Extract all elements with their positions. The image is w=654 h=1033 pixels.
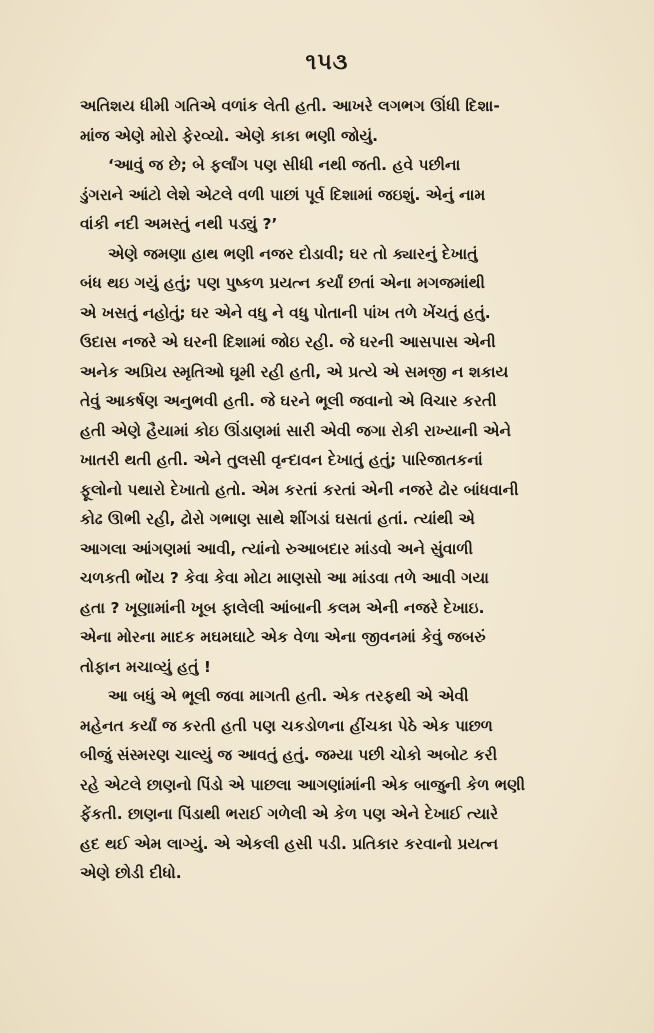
text-line: રહે એટલે છાણનો પિંડો એ પાછલા આગણાંમાંની એક બાજુની કેળ ભણી: [80, 775, 526, 794]
text-line: હતી એણે હૈયામાં કોઇ ઊંડાણમાં સારી એવી જગા રોકી રાખ્યાની એને: [80, 421, 512, 440]
text-line: એ ખસતું નહોતું; ઘર એને વધુ ને વધુ પોતાની પાંખ તળે ખેંચતું હતું.: [80, 303, 491, 322]
text-line: એણે છોડી દીધો.: [80, 864, 182, 882]
text-line: હદ થઈ એમ લાગ્યું. એ એકલી હસી પડી. પ્રતિકાર કરવાનો પ્રયત્ન: [80, 834, 499, 853]
text-line: મહેનત કર્યાં જ કરતી હતી પણ ચકડોળના હીંચકા પેઠે એક પાછળ: [80, 716, 493, 735]
text-line: એણે જમણા હાથ ભણી નજર દોડાવી; ઘર તો ક્યારનું દેખાતું: [108, 244, 478, 263]
text-line: બીજું સંસ્મરણ ચાલ્યું જ આવતું હતું. જમ્યા પછી ચોકો અબોટ કરી: [80, 746, 498, 764]
text-line: માંજ એણે મોરો ફેરવ્યો. એણે કાકા ભણી જોયું.: [80, 126, 379, 145]
page-number: ૧૫૩: [305, 50, 349, 75]
text-line: અતિશય ધીમી ગતિએ વળાંક લેતી હતી. આખરે લગભગ ઊંધી દિશા-: [80, 97, 500, 115]
text-line: ફૂલોનો પથારો દેખાતો હતો. એમ કરતાં કરતાં એની નજરે ઢોર બાંધવાની: [80, 480, 519, 499]
text-line: આ બધું એ ભૂલી જવા માગતી હતી. એક તરફથી એ એવી: [108, 687, 469, 705]
text-line: ખાતરી થતી હતી. એને તુલસી વૃન્દાવન દેખાતું હતું; પારિજાતકનાં: [80, 451, 483, 469]
paragraph: [80, 682, 610, 889]
text-line: તોફાન મચાવ્યું હતું !: [80, 657, 211, 676]
text-line: એના મોરના માદક મઘમઘાટે એક વેળા એના જીવનમાં કેવું જબરું: [80, 628, 486, 646]
text-line: વાંકી નદી અમસ્તું નથી પડ્યું ?’: [80, 215, 278, 233]
body-text: [80, 92, 610, 889]
paragraph: [80, 92, 610, 151]
text-line: ‘આવું જ છે; બે ફર્લાંગ પણ સીધી નથી જતી. હવે પછીના: [108, 156, 461, 174]
text-line: તેવું આકર્ષણ અનુભવી હતી. જે ઘરને ભૂલી જવાનો એ વિચાર કરતી: [80, 392, 497, 410]
text-line: ચળકતી ભોંય ? કેવા કેવા મોટા માણસો આ માંડવા તળે આવી ગયા: [80, 569, 489, 587]
text-line: ફેંકતી. છાણના પિંડાથી ભરાઈ ગળેલી એ કેળ પણ એને દેખાઈ ત્યારે: [80, 805, 499, 823]
paragraph: [80, 151, 610, 240]
text-line: અનેક અપ્રિય સ્મૃતિઓ ઘૂમી રહી હતી, એ પ્રત્યે એ સમજી ન શકાય: [80, 362, 509, 381]
paragraph: [80, 240, 610, 683]
text-line: ડુંગરાને આંટો લેશે એટલે વળી પાછાં પૂર્વ દિશામાં જઇશું. એનું નામ: [80, 185, 486, 204]
text-line: કોઢ ઊભી રહી, ઢોરો ગભાણ સાથે શીંગડાં ઘસતાં હતાં. ત્યાંથી એ: [80, 510, 475, 528]
text-line: બંધ થઇ ગયું હતું; પણ પુષ્કળ પ્રયત્ન કર્યાં છતાં એના મગજમાંથી: [80, 274, 485, 292]
text-line: આગલા આંગણમાં આવી, ત્યાંનો રુઆબદાર માંડવો અને સુંવાળી: [80, 539, 473, 558]
text-line: ઉદાસ નજરે એ ઘરની દિશામાં જોઇ રહી. જે ઘરની આસપાસ એની: [80, 333, 496, 351]
text-line: હતા ? ખૂણામાંની ખૂબ ફાલેલી આંબાની કલમ એની નજરે દેખાઇ.: [80, 598, 485, 617]
